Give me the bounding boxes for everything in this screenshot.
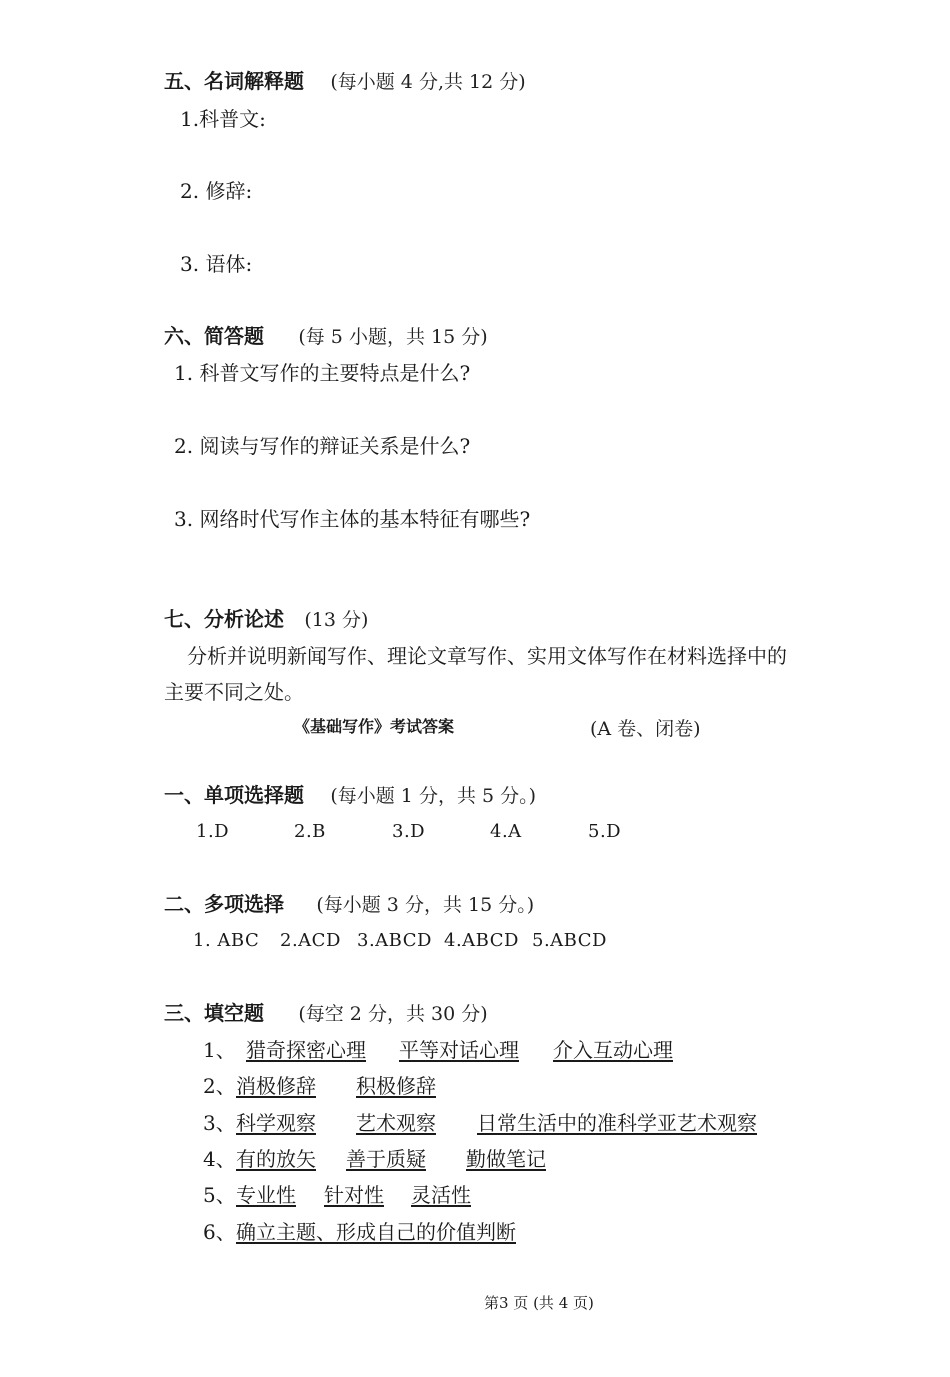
ans3-row-3-blank-1: 科学观察 bbox=[236, 1111, 316, 1135]
sec7-score-note: (13 分) bbox=[304, 609, 369, 631]
ans2-header bbox=[164, 891, 534, 918]
sec5-header bbox=[164, 68, 526, 95]
ans1-answer-2: 2.B bbox=[294, 821, 326, 842]
ans3-row-5-blank-3: 灵活性 bbox=[411, 1183, 471, 1207]
sec5-item-3: 3. 语体: bbox=[180, 252, 253, 276]
ans3-row-3-num: 3、 bbox=[203, 1111, 236, 1135]
ans3-row-1-blank-2: 平等对话心理 bbox=[399, 1038, 519, 1062]
ans3-row-1-num: 1、 bbox=[203, 1038, 236, 1062]
sec7-question-line-2: 主要不同之处。 bbox=[164, 680, 304, 704]
ans3-row-4-num: 4、 bbox=[203, 1147, 236, 1171]
ans3-row-5-blank-2: 针对性 bbox=[324, 1183, 384, 1207]
ans3-heading: 三、填空题 bbox=[164, 1001, 264, 1025]
ans2-answer-5: 5.ABCD bbox=[532, 930, 607, 951]
sec7-question-line-1: 分析并说明新闻写作、理论文章写作、实用文体写作在材料选择中的 bbox=[187, 644, 787, 668]
sec5-heading: 五、名词解释题 bbox=[164, 69, 304, 93]
sec6-question-3: 3. 网络时代写作主体的基本特征有哪些? bbox=[174, 507, 531, 531]
ans1-answer-1: 1.D bbox=[196, 821, 230, 842]
ans2-heading: 二、多项选择 bbox=[164, 892, 284, 916]
ans3-score-note: (每空 2 分，共 30 分) bbox=[298, 1003, 488, 1025]
sec6-question-1: 1. 科普文写作的主要特点是什么? bbox=[174, 361, 471, 385]
ans3-row-4-blank-3: 勤做笔记 bbox=[466, 1147, 546, 1171]
page-footer: 第3 页 (共 4 页) bbox=[484, 1294, 594, 1312]
sec5-item-1: 1.科普文: bbox=[180, 107, 266, 131]
sec7-heading: 七、分析论述 bbox=[164, 607, 284, 631]
ans3-row-2-num: 2、 bbox=[203, 1074, 236, 1098]
answer-key-title: 《基础写作》考试答案 bbox=[294, 717, 455, 736]
ans1-answer-4: 4.A bbox=[490, 821, 522, 842]
sec5-item-2: 2. 修辞: bbox=[180, 179, 253, 203]
sec6-heading: 六、简答题 bbox=[164, 324, 264, 348]
ans2-answer-4: 4.ABCD bbox=[444, 930, 519, 951]
ans3-row-6-num: 6、 bbox=[203, 1220, 236, 1244]
sec6-question-2: 2. 阅读与写作的辩证关系是什么? bbox=[174, 434, 471, 458]
ans3-row-5-blank-1: 专业性 bbox=[236, 1183, 296, 1207]
ans2-answer-2: 2.ACD bbox=[280, 930, 341, 951]
ans1-answer-3: 3.D bbox=[392, 821, 426, 842]
sec5-score-note: (每小题 4 分,共 12 分) bbox=[330, 71, 526, 93]
ans3-header bbox=[164, 1000, 488, 1027]
ans3-row-2-blank-1: 消极修辞 bbox=[236, 1074, 316, 1098]
ans1-score-note: (每小题 1 分，共 5 分。) bbox=[330, 785, 537, 807]
ans3-row-3-blank-2: 艺术观察 bbox=[356, 1111, 436, 1135]
sec6-score-note: (每 5 小题，共 15 分) bbox=[298, 326, 488, 348]
ans3-row-4-blank-2: 善于质疑 bbox=[346, 1147, 426, 1171]
ans1-heading: 一、单项选择题 bbox=[164, 783, 304, 807]
ans3-row-6-blank-1: 确立主题、形成自己的价值判断 bbox=[236, 1220, 516, 1244]
ans2-answer-1: 1. ABC bbox=[193, 930, 260, 951]
ans3-row-4-blank-1: 有的放矢 bbox=[236, 1147, 316, 1171]
ans1-header bbox=[164, 782, 536, 809]
sec6-header bbox=[164, 323, 488, 350]
ans3-row-5-num: 5、 bbox=[203, 1183, 236, 1207]
ans2-answer-3: 3.ABCD bbox=[357, 930, 432, 951]
ans3-row-1-blank-3: 介入互动心理 bbox=[553, 1038, 673, 1062]
ans2-score-note: (每小题 3 分，共 15 分。) bbox=[316, 894, 535, 916]
ans3-row-2-blank-2: 积极修辞 bbox=[356, 1074, 436, 1098]
ans3-row-3-blank-3: 日常生活中的准科学亚艺术观察 bbox=[477, 1111, 757, 1135]
answer-key-paper-type: (A 卷、闭卷) bbox=[590, 718, 701, 740]
ans1-answer-5: 5.D bbox=[588, 821, 622, 842]
ans3-row-1-blank-1: 猎奇探密心理 bbox=[246, 1038, 366, 1062]
sec7-header bbox=[164, 606, 368, 633]
